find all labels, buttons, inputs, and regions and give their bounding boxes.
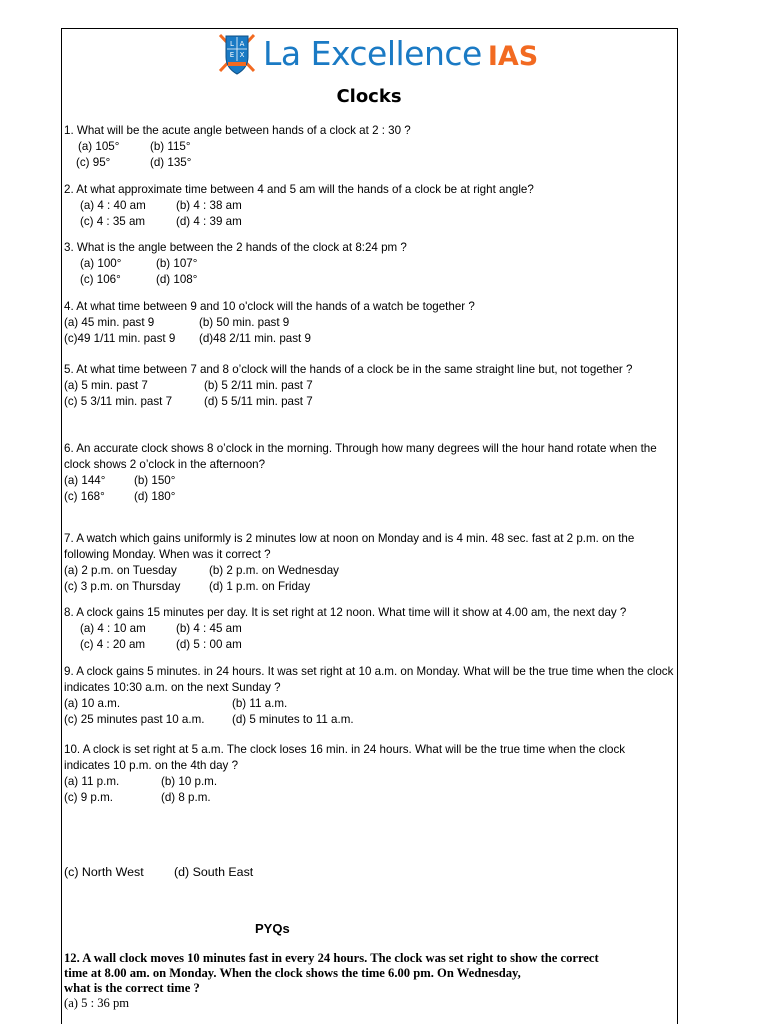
option-c: (c) 106° [80, 273, 121, 286]
brand-logo [217, 30, 538, 78]
option-b: (b) 5 2/11 min. past 7 [204, 379, 313, 392]
option-c: (c) 5 3/11 min. past 7 [64, 395, 173, 408]
section-heading-pyqs: PYQs [255, 921, 290, 936]
question-text-line: time at 8.00 am. on Monday. When the clock shows the time 6.00 pm. On Wednesday, [64, 966, 521, 980]
option-a: (a) 105° [78, 140, 120, 153]
question-text: 10. A clock is set right at 5 a.m. The clock loses 16 min. in 24 hours. What will be the true time when the clock indicates 10 p.m. on the 4th day ? [64, 743, 626, 772]
option-c: (c) 9 p.m. [64, 791, 113, 804]
option-a: (a) 5 : 36 pm [64, 996, 130, 1010]
option-a: (a) 10 a.m. [64, 697, 121, 710]
option-a: (a) 5 min. past 7 [64, 379, 148, 392]
page-title: Clocks [336, 86, 402, 107]
option-c: (c) North West [64, 865, 144, 879]
option-b: (b) 115° [150, 140, 191, 153]
question-9 [64, 664, 674, 728]
question-text: 3. What is the angle between the 2 hands of the clock at 8:24 pm ? [64, 241, 407, 254]
shield-letter: A [239, 40, 245, 48]
brand-name-main: La Excellence [263, 33, 482, 73]
question-6 [64, 441, 674, 505]
question-text: 7. A watch which gains uniformly is 2 minutes low at noon on Monday and is 4 min. 48 sec. fast at 2 p.m. on the following Monday. When was it correct ? [64, 532, 635, 561]
option-b: (b) 50 min. past 9 [199, 316, 290, 329]
option-b: (b) 4 : 38 am [176, 199, 242, 212]
option-c: (c) 95° [76, 156, 111, 169]
option-a: (a) 144° [64, 474, 106, 487]
question-3 [64, 240, 674, 288]
shield-letter: X [239, 51, 245, 59]
question-1 [64, 123, 674, 171]
question-text: 9. A clock gains 5 minutes. in 24 hours. It was set right at 10 a.m. on Monday. What will be the true time when the clock indicates 10:30 a.m. on the next Sunday ? [64, 665, 674, 694]
question-12 [64, 951, 674, 1011]
brand-suffix: IAS [487, 40, 539, 72]
question-7 [64, 531, 674, 595]
question-text: 2. At what approximate time between 4 and 5 am will the hands of a clock be at right angle? [64, 183, 534, 196]
question-text: 8. A clock gains 15 minutes per day. It is set right at 12 noon. What time will it show at 4.00 am, the next day ? [64, 606, 627, 619]
option-b: (b) 4 : 45 am [176, 622, 242, 635]
option-d: (d) 5 : 00 am [176, 638, 242, 651]
option-d: (d) 1 p.m. on Friday [209, 580, 311, 593]
question-8 [64, 605, 674, 653]
option-b: (b) 10 p.m. [161, 775, 218, 788]
option-c: (c)49 1/11 min. past 9 [64, 332, 176, 345]
shield-letter: L [230, 40, 234, 48]
question-text: 6. An accurate clock shows 8 o’clock in the morning. Through how many degrees will the hour hand rotate when the clock shows 2 o’clock in the afternoon? [64, 442, 657, 471]
option-b: (b) 11 a.m. [232, 697, 288, 710]
option-d: (d) 108° [156, 273, 198, 286]
option-d: (d) 180° [134, 490, 176, 503]
option-b: (b) 107° [156, 257, 198, 270]
shield-logo-icon [217, 31, 257, 77]
question-10 [64, 742, 674, 806]
question-4 [64, 299, 674, 347]
option-d: (d) South East [174, 865, 254, 879]
option-a: (a) 2 p.m. on Tuesday [64, 564, 177, 577]
question-text: 1. What will be the acute angle between hands of a clock at 2 : 30 ? [64, 124, 411, 137]
option-d: (d)48 2/11 min. past 9 [199, 332, 311, 345]
option-c: (c) 4 : 20 am [80, 638, 146, 651]
option-b: (b) 2 p.m. on Wednesday [209, 564, 339, 577]
option-d: (d) 5 minutes to 11 a.m. [232, 713, 354, 726]
option-c: (c) 4 : 35 am [80, 215, 146, 228]
option-b: (b) 150° [134, 474, 176, 487]
option-a: (a) 100° [80, 257, 122, 270]
option-a: (a) 11 p.m. [64, 775, 120, 788]
question-text-line: 12. A wall clock moves 10 minutes fast in every 24 hours. The clock was set right to show the correct [64, 951, 599, 965]
question-text: 5. At what time between 7 and 8 o’clock will the hands of a clock be in the same straight line but, not together ? [64, 363, 633, 376]
shield-letter: E [229, 51, 235, 59]
option-c: (c) 3 p.m. on Thursday [64, 580, 181, 593]
option-a: (a) 45 min. past 9 [64, 316, 155, 329]
option-c: (c) 168° [64, 490, 105, 503]
question-2 [64, 182, 674, 230]
stray-options [64, 864, 674, 880]
option-d: (d) 135° [150, 156, 192, 169]
question-text-line: what is the correct time ? [64, 981, 200, 995]
option-d: (d) 4 : 39 am [176, 215, 242, 228]
question-text: 4. At what time between 9 and 10 o'clock will the hands of a watch be together ? [64, 300, 475, 313]
option-c: (c) 25 minutes past 10 a.m. [64, 713, 205, 726]
option-a: (a) 4 : 10 am [80, 622, 146, 635]
brand-name [263, 33, 539, 73]
option-d: (d) 5 5/11 min. past 7 [204, 395, 313, 408]
option-a: (a) 4 : 40 am [80, 199, 146, 212]
question-5 [64, 362, 674, 410]
option-d: (d) 8 p.m. [161, 791, 211, 804]
